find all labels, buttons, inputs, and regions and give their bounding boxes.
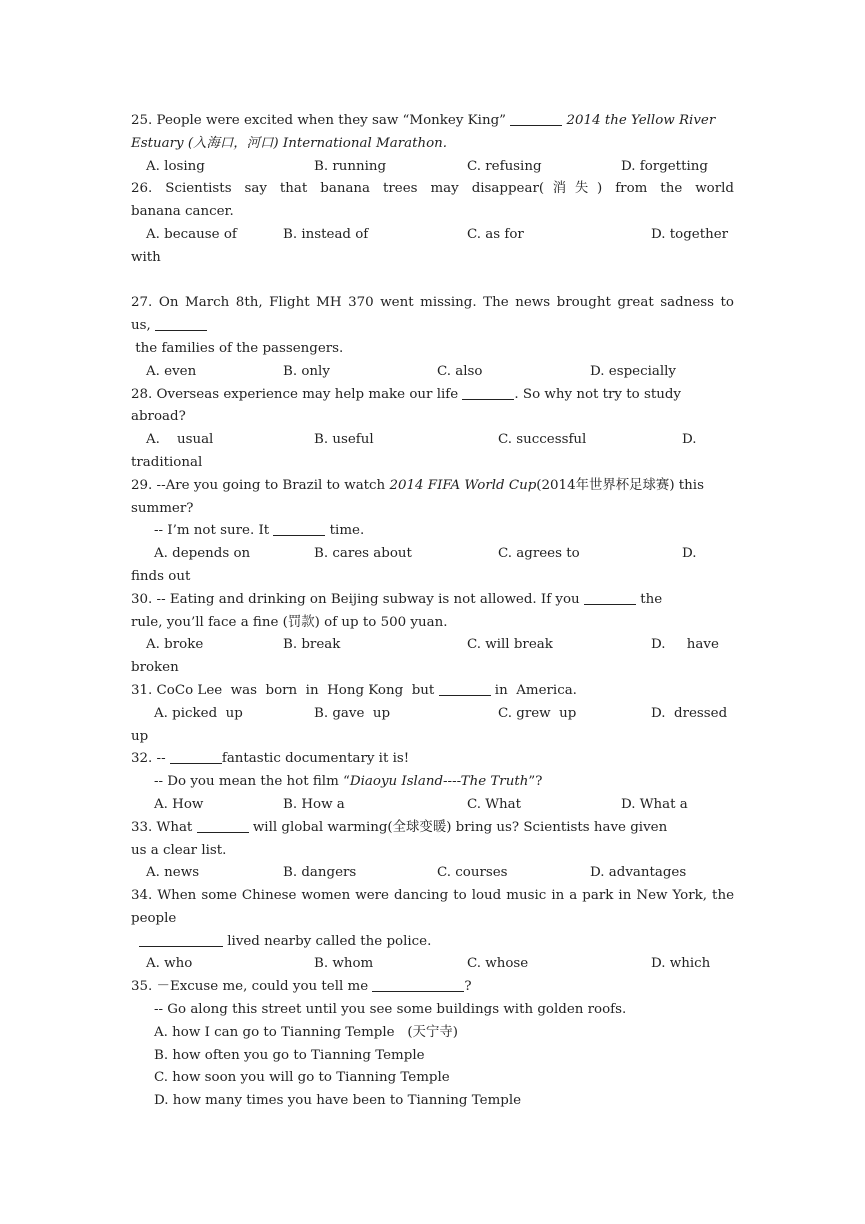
option-c: C. grew up <box>498 705 577 721</box>
option-c: C. courses <box>437 865 508 881</box>
question-28-stem: 28. Overseas experience may help make our life . So why not try to study <box>131 386 681 402</box>
option-b: B. gave up <box>314 705 391 721</box>
option-d: D. forgetting <box>621 158 708 174</box>
option-d: D. especially <box>590 363 676 379</box>
option-a: A. how I can go to Tianning Temple (天宁寺) <box>154 1024 458 1040</box>
question-29-stem: 29. --Are you going to Brazil to watch 2014 FIFA World Cup(2014年世界杯足球赛) this <box>131 477 704 493</box>
option-c: C. as for <box>467 226 524 242</box>
answer-blank <box>273 521 325 536</box>
question-35-reply: -- Go along this street until you see some buildings with golden roofs. <box>154 1002 627 1018</box>
option-a: A. depends on <box>154 546 251 562</box>
option-d: D. together <box>651 226 729 242</box>
question-33-stem: 33. What will global warming(全球变暖) bring us? Scientists have given <box>131 819 668 835</box>
option-a: A. news <box>146 865 200 881</box>
option-d: D. <box>682 546 697 562</box>
question-29-stem-cont: summer? <box>131 500 194 516</box>
question-30-stem-cont: rule, you’ll face a fine (罚款) of up to 500 yuan. <box>131 614 448 630</box>
question-25-stem-cont: Estuary (入海口，河口) International Marathon. <box>131 135 448 151</box>
option-c: C. will break <box>467 637 553 653</box>
question-34-stem: 34. When some Chinese women were dancing to loud music in a park in New York, the <box>131 888 734 904</box>
question-25-stem: 25. People were excited when they saw “Monkey King” 2014 the Yellow River <box>131 113 716 128</box>
question-27-stem-cont2: the families of the passengers. <box>131 340 344 356</box>
option-d: D. advantages <box>590 865 687 881</box>
option-c: C. agrees to <box>498 546 580 562</box>
option-a: A. usual <box>146 432 214 448</box>
question-35-stem: 35. －Excuse me, could you tell me ? <box>131 979 472 995</box>
question-31-options <box>131 703 734 726</box>
option-a: A. even <box>146 363 197 379</box>
option-b: B. running <box>314 158 387 174</box>
question-29-options <box>131 543 734 566</box>
option-c: C. What <box>467 796 522 812</box>
option-c: C. also <box>437 363 483 379</box>
option-a: A. broke <box>146 637 204 653</box>
question-33-stem-cont: us a clear list. <box>131 842 227 858</box>
option-a: A. picked up <box>154 705 243 721</box>
option-b: B. break <box>283 637 341 653</box>
option-a: A. How <box>154 796 204 812</box>
option-d: D. which <box>651 956 711 972</box>
question-30-option-wrap: broken <box>131 660 179 676</box>
option-c: C. successful <box>498 432 587 448</box>
option-b: B. cares about <box>314 546 412 562</box>
option-c: C. refusing <box>467 158 542 174</box>
option-a: A. losing <box>146 158 205 174</box>
question-26-stem-cont: banana cancer. <box>131 204 234 220</box>
question-28-option-wrap: traditional <box>131 454 203 470</box>
option-b: B. whom <box>314 956 374 972</box>
question-26-option-wrap: with <box>131 249 161 265</box>
option-d: D. how many times you have been to Tianning Temple <box>154 1093 522 1109</box>
question-34-options <box>131 953 734 976</box>
question-30-options <box>131 634 734 657</box>
question-32-stem: 32. -- fantastic documentary it is! <box>131 751 410 767</box>
question-28-options <box>131 429 734 452</box>
option-c: C. how soon you will go to Tianning Temple <box>154 1070 450 1086</box>
answer-blank <box>197 818 249 833</box>
question-29-reply: -- I’m not sure. It time. <box>154 523 365 539</box>
question-26-options <box>131 224 734 247</box>
answer-blank <box>139 932 223 947</box>
option-b: B. how often you go to Tianning Temple <box>154 1047 425 1063</box>
option-b: B. only <box>283 363 330 379</box>
option-d: D. have <box>651 637 719 653</box>
question-34-stem-cont: people <box>131 910 177 926</box>
question-30-stem: 30. -- Eating and drinking on Beijing subway is not allowed. If you the <box>131 591 663 607</box>
exam-page <box>131 110 734 1113</box>
question-32-reply: -- Do you mean the hot film “Diaoyu Island----The Truth”? <box>154 774 543 790</box>
question-26-stem: 26. Scientists say that banana trees may disappear(消失) from the world <box>131 181 734 197</box>
answer-blank <box>584 590 636 605</box>
question-27-stem: 27. On March 8th, Flight MH 370 went missing. The news brought great sadness to <box>131 295 734 311</box>
option-a: A. who <box>146 956 193 972</box>
option-d: D. <box>682 432 697 448</box>
answer-blank <box>170 749 222 764</box>
answer-blank <box>510 111 562 126</box>
question-31-option-wrap: up <box>131 728 149 744</box>
question-28-stem-cont: abroad? <box>131 409 186 425</box>
question-29-option-wrap: finds out <box>131 568 191 584</box>
question-27-options <box>131 361 734 384</box>
answer-blank <box>462 385 514 400</box>
answer-blank <box>439 681 491 696</box>
option-b: B. instead of <box>283 226 369 242</box>
question-32-options <box>131 794 734 817</box>
question-34-stem-cont2: lived nearby called the police. <box>131 931 734 954</box>
question-25-options <box>131 156 734 179</box>
option-b: B. dangers <box>283 865 357 881</box>
answer-blank <box>155 316 207 331</box>
question-33-options <box>131 862 734 885</box>
question-27-stem-cont: us, <box>131 315 734 338</box>
option-b: B. useful <box>314 432 374 448</box>
option-d: D. What a <box>621 796 688 812</box>
question-31-stem: 31. CoCo Lee was born in Hong Kong but in America. <box>131 682 577 698</box>
option-c: C. whose <box>467 956 529 972</box>
option-a: A. because of <box>146 226 237 242</box>
option-d: D. dressed <box>651 705 728 721</box>
option-b: B. How a <box>283 796 345 812</box>
answer-blank <box>372 977 464 992</box>
